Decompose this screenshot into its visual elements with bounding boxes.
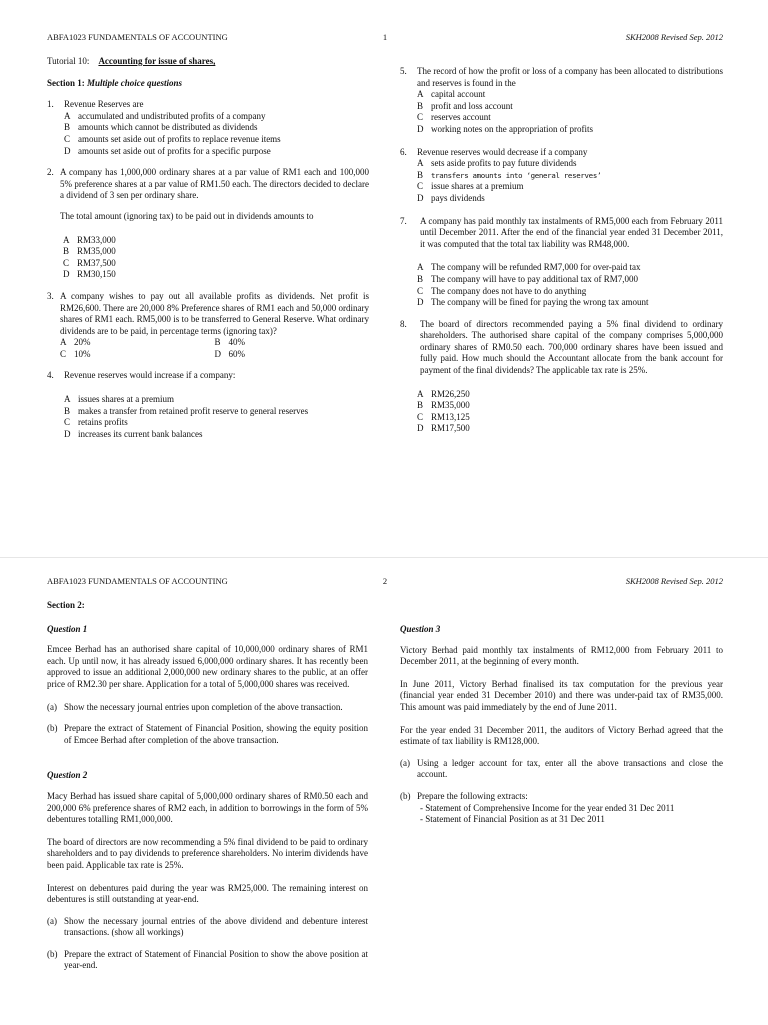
question-1 — [47, 99, 369, 157]
option-c: C issue shares at a premium — [417, 181, 524, 192]
question-2 — [47, 167, 369, 281]
question-text: A company has 1,000,000 ordinary shares at a par value of RM1 each and 100,000 5% preference shares at a par value of RM1.50 each. The directors decided to declare a dividend of 3 sen per ordinary share. — [60, 167, 369, 201]
option-b: B RM35,000 — [417, 400, 470, 411]
question-3-body-1: Victory Berhad paid monthly tax instalments of RM12,000 from February 2011 to December 2011, at the beginning of every month. — [400, 644, 723, 667]
page-number: 2 — [382, 576, 388, 586]
question-number: 7. — [400, 215, 407, 226]
question-3 — [47, 291, 369, 361]
question-4 — [47, 370, 369, 440]
question-text: A company has paid monthly tax instalments of RM5,000 each from February 2011 until December 2011. After the end of the financial year ended 31 December 2011, it was computed that the total tax liability was RM48,000. — [420, 215, 723, 249]
question-8 — [400, 319, 723, 435]
question-text: Revenue reserves would decrease if a company — [417, 146, 588, 157]
option-b: B RM35,000 — [63, 246, 116, 257]
options-list — [417, 262, 723, 308]
option-d: D The company will be fined for paying the wrong tax amount — [417, 297, 649, 308]
question-text: Revenue Reserves are — [64, 99, 144, 110]
question-3-title: Question 3 — [400, 624, 441, 634]
options-list — [417, 158, 723, 204]
question-text: A company wishes to pay out all available profits as dividends. Net profit is RM26,600. There are 20,000 8% Preference shares of RM1 each and 50,000 ordinary shares of RM1 each. RM5,000 is to be transferred to General Reserve. What ordinary dividends are to be paid, in percentage terms (ignoring tax)? — [60, 290, 369, 336]
section-2-heading: Section 2: — [47, 600, 85, 610]
options-list — [64, 111, 369, 157]
question-prompt: The total amount (ignoring tax) to be paid out in dividends amounts to — [60, 210, 314, 221]
option-a: A RM26,250 — [417, 388, 470, 399]
option-a: A 20% — [60, 337, 91, 348]
right-column — [400, 624, 723, 826]
question-7 — [400, 216, 723, 309]
option-d: D 60% — [214, 348, 245, 359]
option-a: A issues shares at a premium — [64, 394, 174, 405]
question-2-body-3: Interest on debentures paid during the year was RM25,000. The remaining interest on debentures is still outstanding at year-end. — [47, 882, 368, 905]
options-list — [63, 235, 369, 281]
extract-item: - Statement of Financial Position as at 31 Dec 2011 — [420, 814, 605, 825]
question-3-body-2: In June 2011, Victory Berhad finalised its tax computation for the previous year (financial year ended 31 December 2010) and there was under-paid tax of RM35,000. This amount was paid immediately by the end of June 2011. — [400, 678, 723, 712]
extract-list — [420, 803, 723, 826]
option-c: C 10% — [60, 348, 91, 359]
question-2-title: Question 2 — [47, 770, 88, 781]
option-a: A RM33,000 — [63, 234, 116, 245]
option-c: C amounts set aside out of profits to replace revenue items — [64, 133, 281, 144]
option-a: A The company will be refunded RM7,000 for over-paid tax — [417, 262, 641, 273]
question-text: The board of directors recommended paying a 5% final dividend to ordinary shareholders. The authorised share capital of the company comprises 5,000,000 ordinary shares of RM0.50 each. 700,000 ordinary shares have been issued and fully paid. How much should the Accountant allocate from the bank account for payment of the final dividends? The applicable tax rate is 25%. — [420, 318, 723, 376]
question-3-part-b: (b) Prepare the following extracts: — [400, 790, 528, 801]
course-title: ABFA1023 FUNDAMENTALS OF ACCOUNTING — [47, 576, 228, 586]
option-a: A sets aside profits to pay future dividends — [417, 158, 577, 169]
options-list — [417, 389, 723, 435]
question-2-body-2: The board of directors are now recommending a 5% final dividend to be paid to ordinary shareholders and to pay dividends to preference shareholders. No interim dividends have been paid. Applicable tax rate is 25%. — [47, 836, 368, 870]
question-1-part-b: (b) Prepare the extract of Statement of Financial Position, showing the equity position of Emcee Berhad after completion of the above transaction. — [47, 723, 368, 745]
page-2 — [0, 557, 768, 1025]
options-list — [417, 89, 723, 135]
question-text: The record of how the profit or loss of a company has been allocated to distributions and reserves is found in the — [417, 66, 723, 88]
question-5 — [400, 66, 723, 136]
section-1-heading — [47, 78, 369, 90]
options-row — [60, 349, 369, 361]
question-2-part-a: (a) Show the necessary journal entries of the above dividend and debenture interest transactions. (show all workings) — [47, 915, 368, 938]
question-1-title: Question 1 — [47, 623, 88, 634]
question-1-body: Emcee Berhad has an authorised share capital of 10,000,000 ordinary shares of RM1 each. Up until now, it has already issued 6,000,000 ordinary shares. It has recently been approved to issue an additional 2,000,000 new ordinary shares to the public, at an offer price of RM2.30 per share. Application for a total of 5,000,000 shares was received. — [47, 644, 368, 689]
left-column — [47, 56, 369, 440]
section-1-label: Section 1: — [47, 77, 85, 88]
option-a: A accumulated and undistributed profits of a company — [64, 110, 266, 121]
tutorial-heading — [47, 56, 369, 68]
option-c: C RM37,500 — [63, 257, 116, 268]
question-number: 2. — [47, 167, 54, 178]
page-number: 1 — [382, 32, 388, 42]
option-c: C reserves account — [417, 112, 491, 123]
option-b: B amounts which cannot be distributed as dividends — [64, 122, 258, 133]
options-row — [60, 337, 369, 349]
question-number: 3. — [47, 290, 54, 301]
question-number: 4. — [47, 370, 54, 381]
options-list — [64, 394, 369, 440]
option-a: A capital account — [417, 89, 486, 100]
question-3-body-3: For the year ended 31 December 2011, the auditors of Victory Berhad agreed that the estimate of tax liability is RM128,000. — [400, 724, 723, 747]
right-column — [400, 66, 723, 435]
option-c: C retains profits — [64, 417, 128, 428]
option-d: D increases its current bank balances — [64, 428, 203, 439]
question-1-part-a: (a) Show the necessary journal entries upon completion of the above transaction. — [47, 701, 343, 712]
question-number: 1. — [47, 99, 54, 110]
question-2-part-b: (b) Prepare the extract of Statement of Financial Position to show the above position at year-end. — [47, 948, 368, 971]
left-column — [47, 600, 368, 972]
page-header — [47, 576, 723, 588]
question-3-part-a: (a) Using a ledger account for tax, enter all the above transactions and close the account. — [400, 757, 723, 780]
option-b: B 40% — [214, 337, 245, 348]
extract-item: - Statement of Comprehensive Income for the year ended 31 Dec 2011 — [420, 802, 675, 813]
question-number: 5. — [400, 66, 407, 76]
question-2-body-1: Macy Berhad has issued share capital of 5,000,000 ordinary shares of RM0.50 each and 200,000 6% preference shares of RM2 each, in addition to borrowings in the form of 5% debentures totalling RM1,000,000. — [47, 790, 368, 825]
option-b: B The company will have to pay additional tax of RM7,000 — [417, 273, 638, 284]
option-b: B profit and loss account — [417, 100, 513, 111]
option-d: D RM30,150 — [63, 269, 116, 280]
course-title: ABFA1023 FUNDAMENTALS OF ACCOUNTING — [47, 32, 228, 42]
question-6 — [400, 147, 723, 205]
question-number: 8. — [400, 318, 407, 329]
option-b: B makes a transfer from retained profit reserve to general reserves — [64, 405, 309, 416]
tutorial-label: Tutorial 10: — [47, 56, 90, 66]
option-c: C RM13,125 — [417, 411, 470, 422]
option-d: D working notes on the appropriation of profits — [417, 123, 593, 134]
question-number: 6. — [400, 146, 407, 157]
option-c: C The company does not have to do anything — [417, 285, 587, 296]
option-b: B transfers amounts into ‘general reserves’ — [417, 169, 602, 180]
option-d: D pays dividends — [417, 192, 485, 203]
revision-note: SKH2008 Revised Sep. 2012 — [625, 576, 723, 586]
question-text: Revenue reserves would increase if a company: — [64, 370, 236, 381]
tutorial-title: Accounting for issue of shares, — [98, 56, 216, 66]
option-d: D RM17,500 — [417, 423, 470, 434]
revision-note: SKH2008 Revised Sep. 2012 — [625, 32, 723, 42]
option-d: D amounts set aside out of profits for a specific purpose — [64, 145, 271, 156]
section-1-title: Multiple choice questions — [87, 77, 183, 88]
page-header — [47, 32, 723, 44]
